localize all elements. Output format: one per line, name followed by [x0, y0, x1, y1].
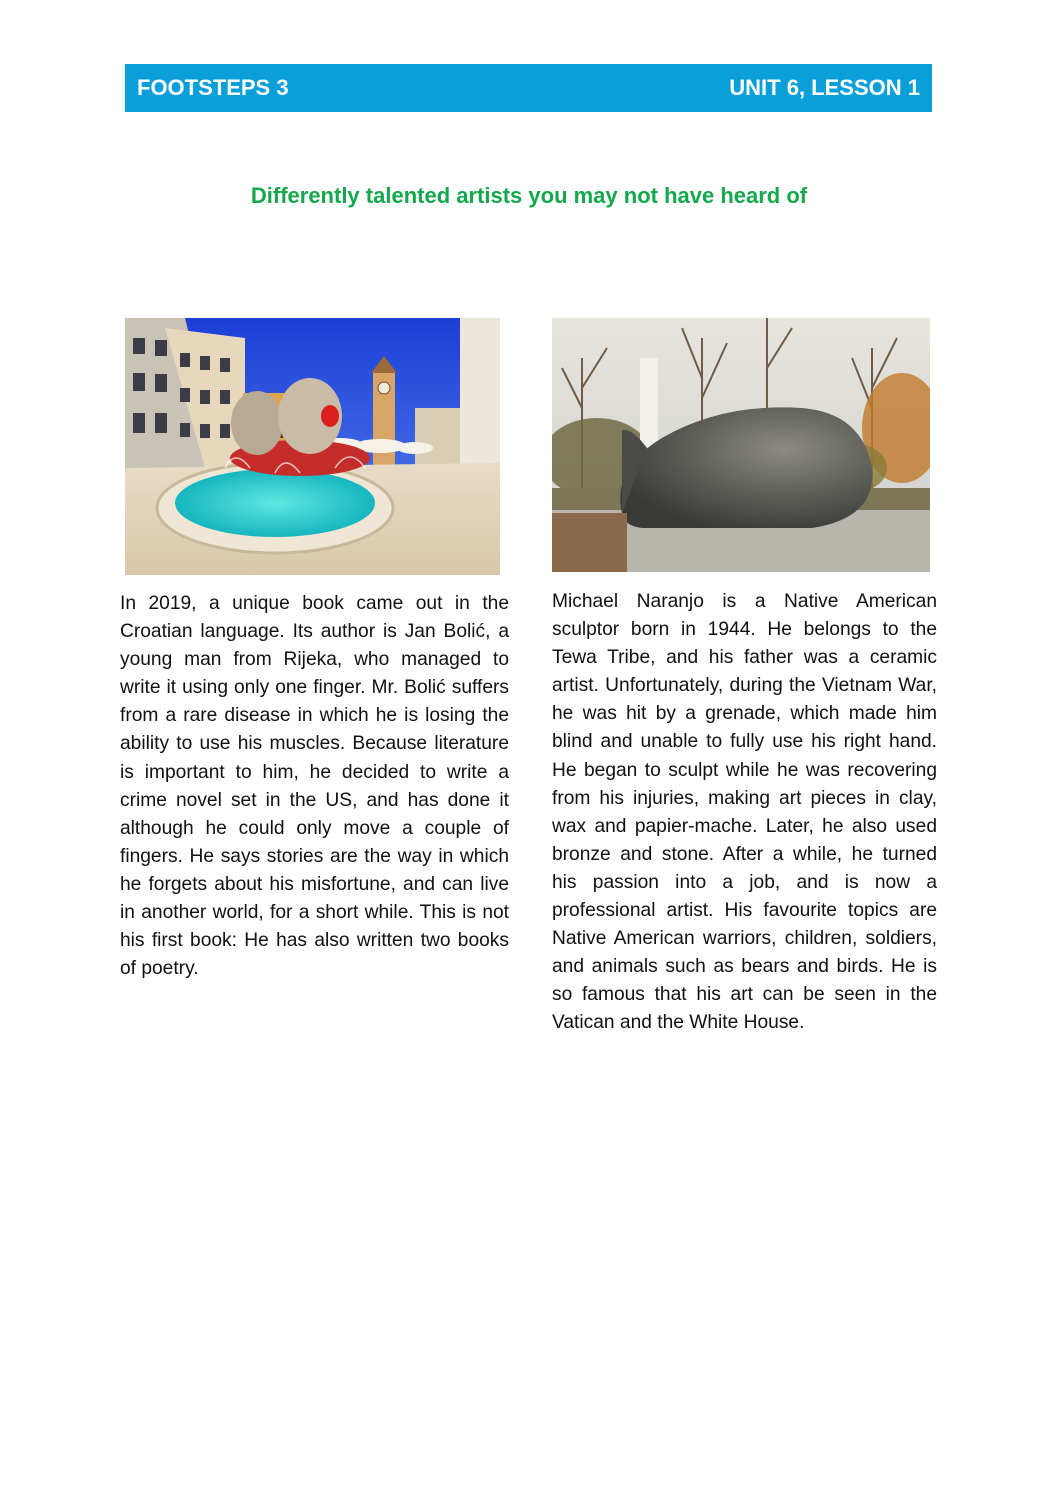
- page-title: Differently talented artists you may not have heard of: [250, 183, 808, 208]
- unit-lesson-label: UNIT 6, LESSON 1: [729, 75, 920, 100]
- stone-head-sculpture-photo: [552, 318, 930, 572]
- book-title: FOOTSTEPS 3: [137, 75, 289, 100]
- article-text-jan-bolic: In 2019, a unique book came out in the Croatian language. Its author is Jan Bolić, a young man from Rijeka, who managed to write it using only one finger. Mr. Bolić suffers from a rare disease in which he is losing the ability to use his muscles. Because literature is important to him, he decided to write a crime novel set in the US, and has done it although he could only move a couple of fingers. He says stories are the way in which he forgets about his misfortune, and can live in another world, for a short while. This is not his first book: He has also written two books of poetry.: [120, 593, 509, 980]
- article-text-michael-naranjo: Michael Naranjo is a Native American sculptor born in 1944. He belongs to the Tewa Tribe, and his father was a ceramic artist. Unfortunately, during the Vietnam War, he was hit by a grenade, which made him blind and unable to fully use his right hand. He began to sculpt while he was recovering from his injuries, making art pieces in clay, wax and papier-mache. Later, he also used bronze and stone. After a while, he turned his passion into a job, and is now a professional artist. His favourite topics are Native American warriors, children, soldiers, and animals such as bears and birds. He is so famous that his art can be seen in the Vatican and the White House.: [552, 591, 937, 1034]
- rijeka-fountain-photo: [125, 318, 500, 575]
